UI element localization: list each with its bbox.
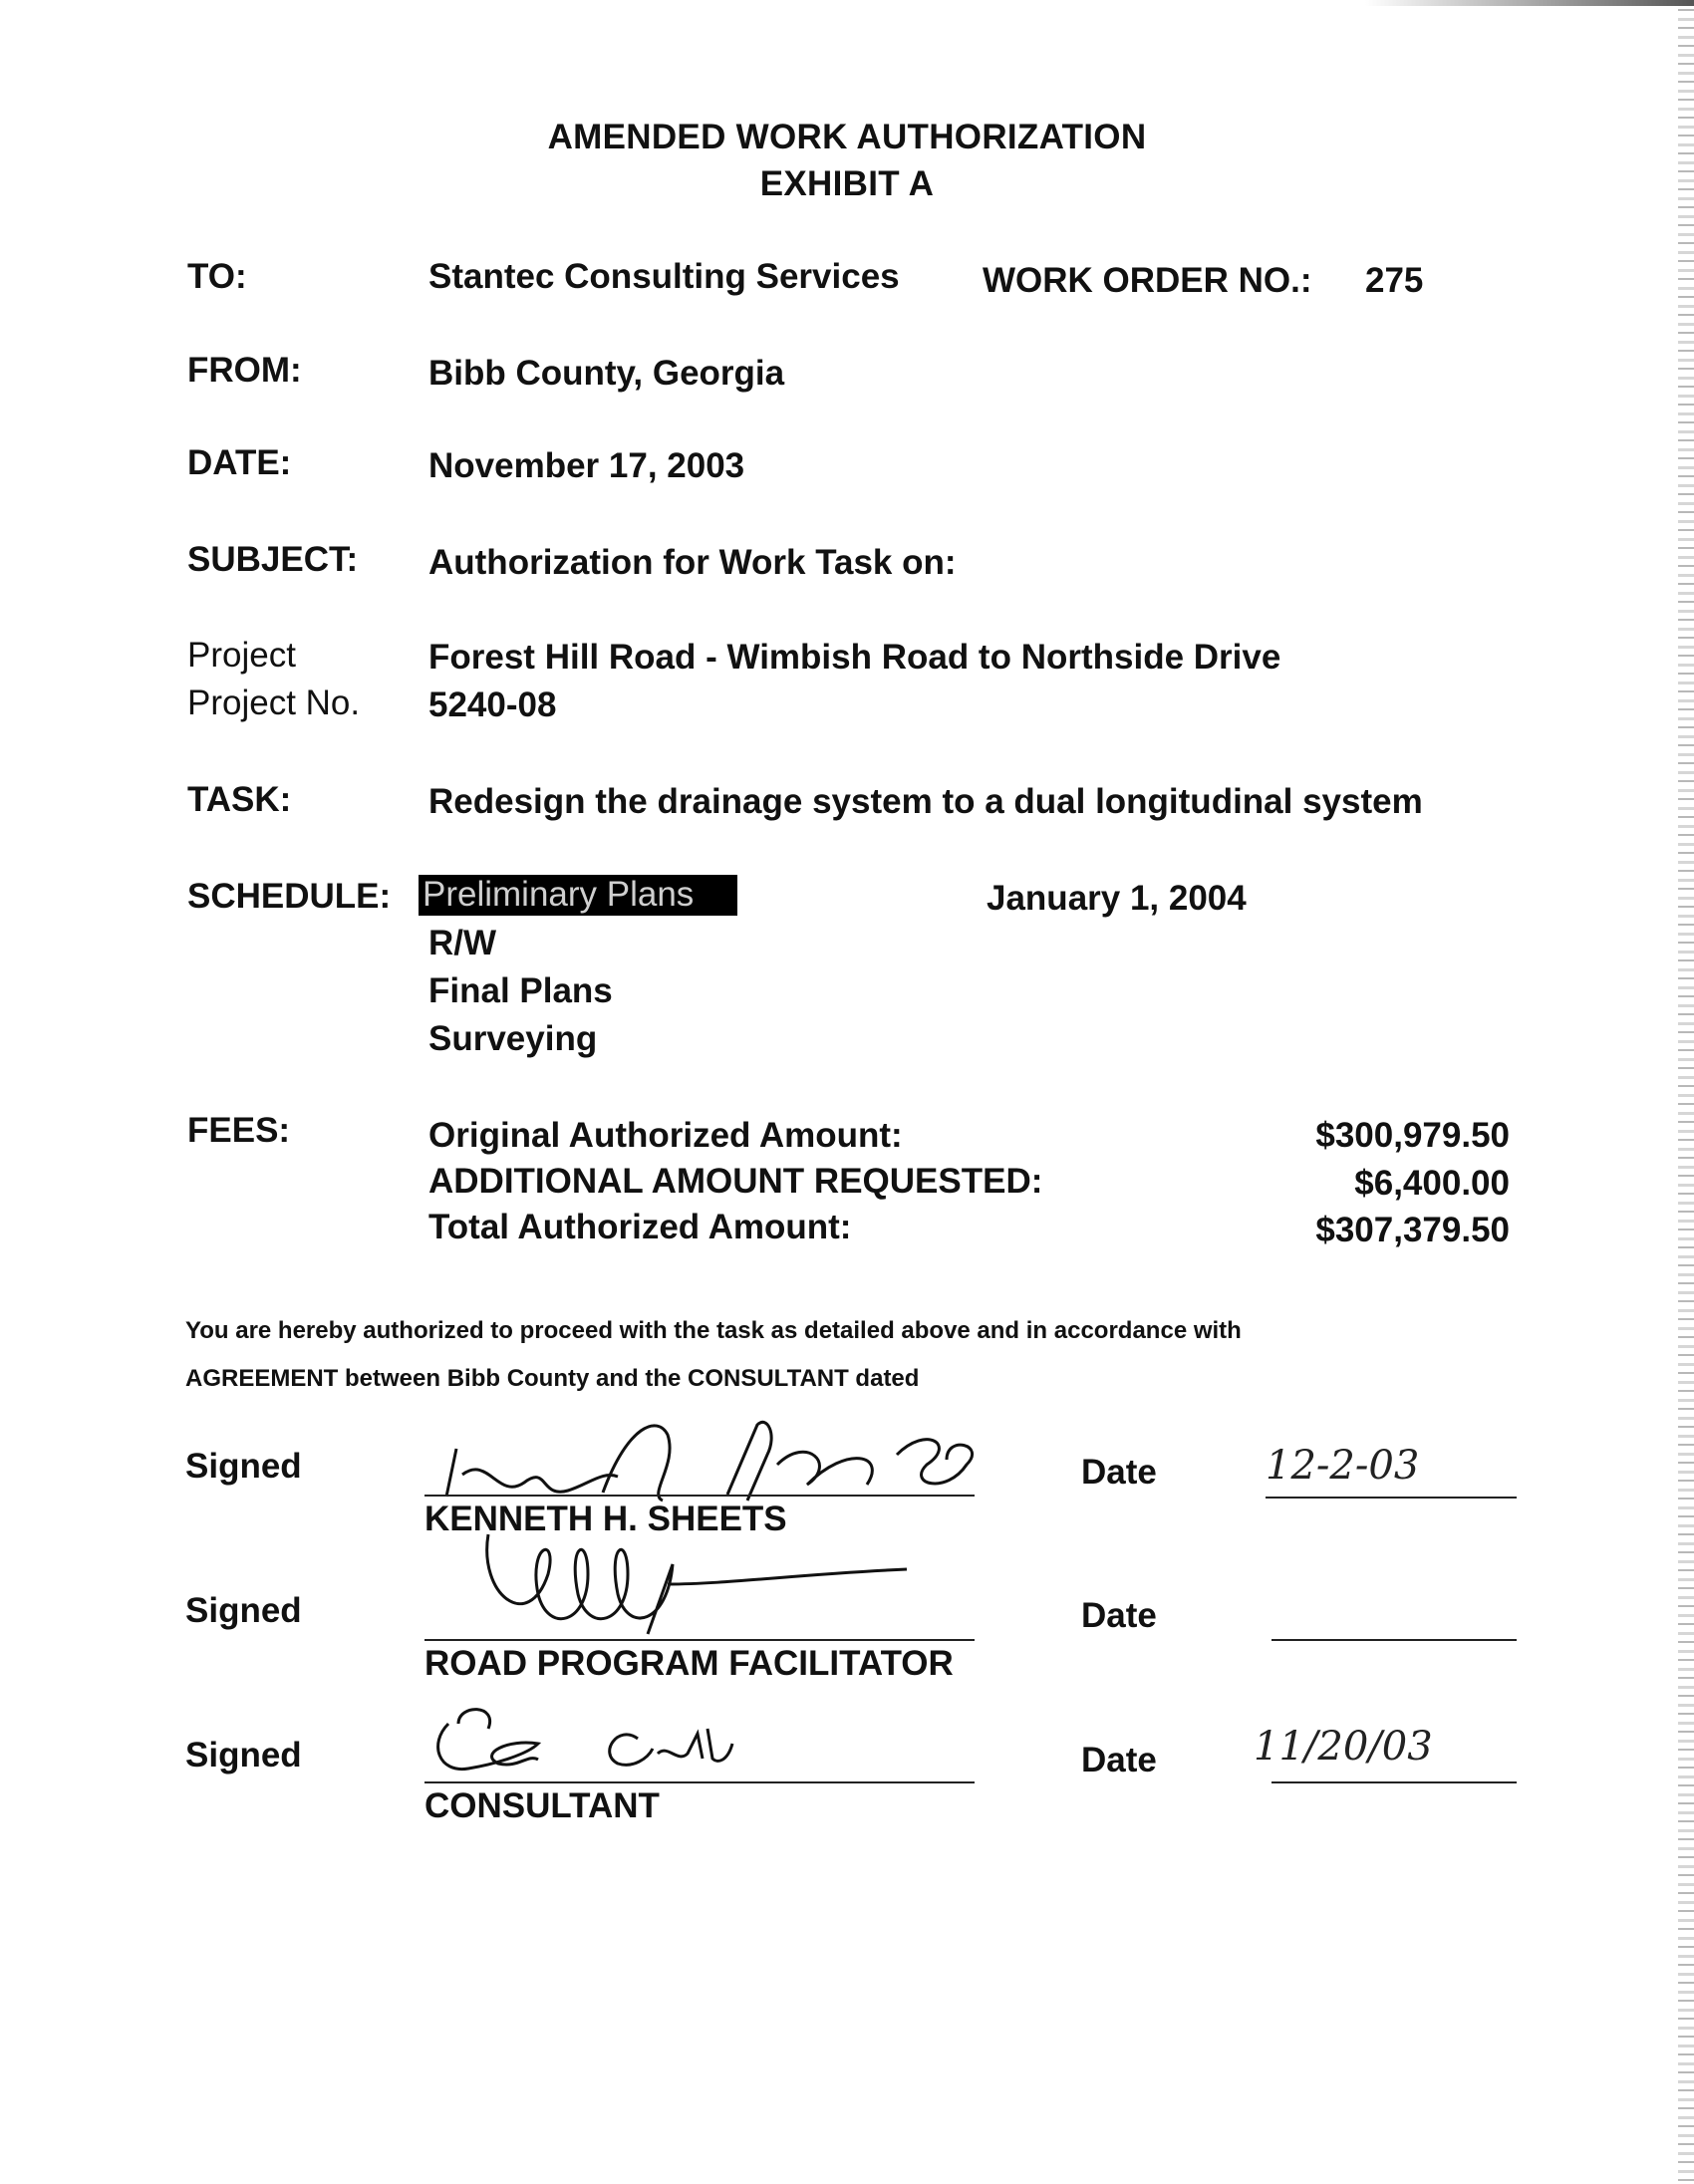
handwritten-date-3: 11/20/03 <box>1254 1724 1433 1770</box>
schedule-item-rw: R/W <box>428 924 497 962</box>
date-label-1: Date <box>1081 1453 1157 1492</box>
to-label: TO: <box>187 257 247 296</box>
signature-kenneth-sheets <box>428 1405 987 1514</box>
schedule-first-date: January 1, 2004 <box>987 879 1247 918</box>
project-label: Project <box>187 636 296 675</box>
scan-edge <box>1678 0 1694 2184</box>
project-value: Forest Hill Road - Wimbish Road to Northside Drive <box>428 638 1281 677</box>
schedule-label: SCHEDULE: <box>187 877 392 916</box>
authorization-text-line1: You are hereby authorized to proceed with the task as detailed above and in accordance with <box>185 1317 1242 1344</box>
fee-amount-original: $300,979.50 <box>1315 1116 1510 1155</box>
date-label-2: Date <box>1081 1596 1157 1635</box>
project-no-label: Project No. <box>187 683 361 722</box>
signature-line-2 <box>424 1639 975 1641</box>
signer-name-1: KENNETH H. SHEETS <box>424 1500 787 1538</box>
signature-line-1 <box>424 1495 975 1497</box>
document-title: AMENDED WORK AUTHORIZATION <box>547 118 1147 156</box>
date-label: DATE: <box>187 443 292 482</box>
signed-label-3: Signed <box>185 1736 302 1774</box>
date-value: November 17, 2003 <box>428 446 745 485</box>
fee-label-original: Original Authorized Amount: <box>428 1116 903 1155</box>
signature-consultant <box>419 1684 817 1783</box>
signed-label-1: Signed <box>185 1447 302 1486</box>
task-label: TASK: <box>187 780 292 819</box>
work-order-label: WORK ORDER NO.: <box>983 261 1312 300</box>
schedule-item-preliminary-plans: Preliminary Plans <box>419 875 737 916</box>
from-value: Bibb County, Georgia <box>428 354 785 393</box>
signature-road-program-facilitator <box>468 1514 967 1644</box>
schedule-item-final-plans: Final Plans <box>428 971 613 1010</box>
task-value: Redesign the drainage system to a dual longitudinal system <box>428 782 1423 821</box>
fees-label: FEES: <box>187 1111 291 1150</box>
from-label: FROM: <box>187 351 302 390</box>
document-subtitle: EXHIBIT A <box>759 164 935 203</box>
to-value: Stantec Consulting Services <box>428 257 900 296</box>
signed-label-2: Signed <box>185 1591 302 1630</box>
subject-label: SUBJECT: <box>187 540 359 579</box>
date-line-1 <box>1266 1497 1517 1499</box>
fee-amount-additional: $6,400.00 <box>1354 1164 1510 1203</box>
date-line-3 <box>1271 1781 1517 1783</box>
fee-label-additional: ADDITIONAL AMOUNT REQUESTED: <box>428 1162 1043 1201</box>
schedule-item-highlighted <box>419 875 737 915</box>
work-order-value: 275 <box>1365 261 1424 300</box>
scan-edge-top <box>1365 0 1694 6</box>
fee-amount-total: $307,379.50 <box>1315 1211 1510 1249</box>
signature-line-3 <box>424 1781 975 1783</box>
signer-role-2: ROAD PROGRAM FACILITATOR <box>424 1644 954 1683</box>
schedule-item-surveying: Surveying <box>428 1019 598 1058</box>
handwritten-date-1: 12-2-03 <box>1266 1443 1420 1489</box>
fee-label-total: Total Authorized Amount: <box>428 1208 852 1246</box>
authorization-text-line2: AGREEMENT between Bibb County and the CONSULTANT dated <box>185 1365 920 1392</box>
date-label-3: Date <box>1081 1741 1157 1779</box>
date-line-2 <box>1271 1639 1517 1641</box>
subject-value: Authorization for Work Task on: <box>428 543 957 582</box>
signer-role-3: CONSULTANT <box>424 1786 660 1825</box>
project-no-value: 5240-08 <box>428 685 557 724</box>
